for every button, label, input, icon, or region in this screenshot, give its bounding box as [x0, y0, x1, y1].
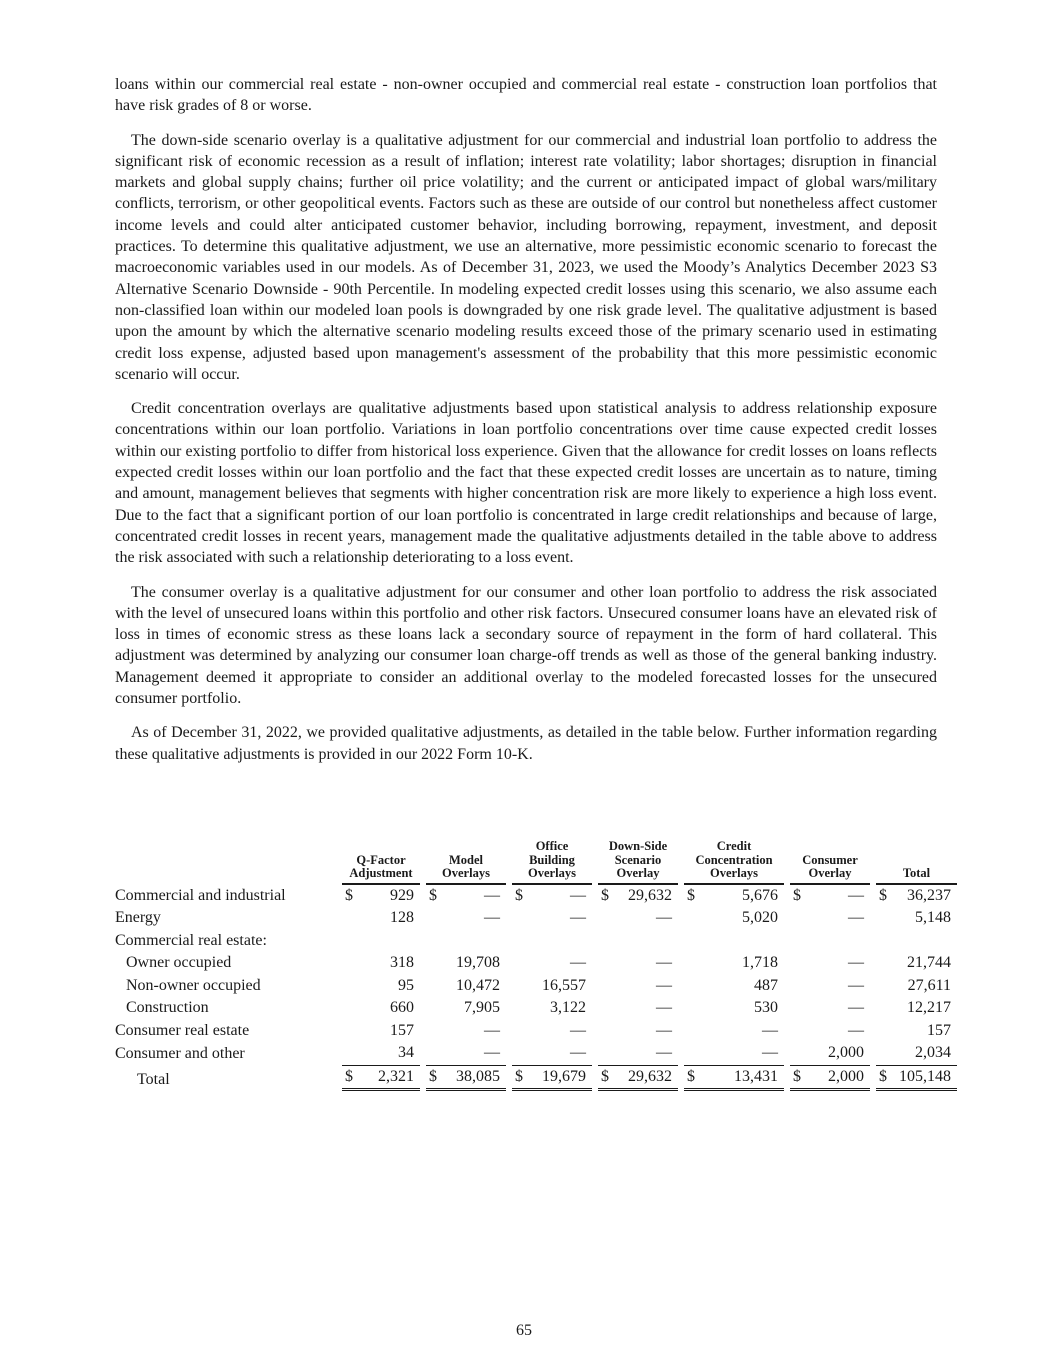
row-label: Owner occupied — [126, 954, 232, 971]
value: — — [570, 886, 586, 904]
row-label: Energy — [115, 909, 161, 926]
value: 318 — [390, 954, 414, 971]
value-cell — [512, 1042, 592, 1066]
value: 487 — [754, 976, 778, 994]
table-row — [115, 907, 957, 930]
paragraph-2022-adjustments: As of December 31, 2022, we provided qualitative adjustments, as detailed in the table below. Further information regarding these qualitative adjustments is provided in our 2022 Form 10-K. — [115, 724, 937, 763]
paragraph-credit-concentration: Credit concentration overlays are qualitative adjustments based upon statistical analysis to address relationship exposure concentrations within our loan portfolio. Variations in loan portfolio concentrations over time cause expected credit losses within our existing portfolio to differ from historical loss experience. Given that the allowance for credit losses on loans reflects expected credit losses within our loan portfolio and the fact that these expected credit losses are uncertain as to nature, timing and amount, management believes that segments with higher concentration risk are more likely to experience a high loss event. Due to the fact that a significant portion of our loan portfolio is concentrated in large credit relationships and because of large, concentrated credit losses in recent years, management made the qualitative adjustments detailed in the table above to address the risk associated with such a relationship deteriorating to a loss event. — [115, 400, 937, 567]
header-total: Total — [876, 840, 957, 885]
currency-symbol: $ — [429, 1067, 437, 1085]
value: — — [570, 909, 586, 926]
currency-symbol: $ — [879, 886, 887, 904]
value-cell — [512, 997, 592, 1020]
value: — — [656, 976, 672, 994]
value-cell — [684, 907, 784, 930]
value: — — [484, 1021, 500, 1039]
value-cell — [426, 997, 506, 1020]
value-cell — [426, 907, 506, 930]
currency-symbol: $ — [793, 1067, 801, 1085]
value-cell — [342, 907, 420, 930]
value: — — [656, 999, 672, 1016]
qualitative-adjustments-table — [115, 840, 957, 1091]
value: — — [656, 954, 672, 971]
value: 1,718 — [742, 954, 778, 971]
currency-symbol: $ — [515, 1067, 523, 1085]
value-cell — [512, 1020, 592, 1043]
value-cell — [684, 1066, 784, 1092]
currency-symbol: $ — [687, 1067, 695, 1085]
value-cell — [598, 885, 678, 908]
value: — — [848, 886, 864, 904]
value: — — [656, 909, 672, 926]
value-cell — [598, 907, 678, 930]
row-label: Commercial real estate: — [115, 931, 267, 949]
value: — — [762, 1021, 778, 1039]
currency-symbol: $ — [601, 1067, 609, 1085]
row-label: Commercial and industrial — [115, 886, 286, 904]
table-row — [115, 930, 957, 953]
value: — — [848, 976, 864, 994]
value-cell — [876, 1020, 957, 1043]
value-cell — [342, 952, 420, 975]
row-label: Consumer real estate — [115, 1021, 250, 1039]
value: 29,632 — [628, 1067, 672, 1085]
table-row — [115, 885, 957, 908]
value-cell — [790, 907, 870, 930]
value-cell — [790, 885, 870, 908]
table-body — [115, 885, 957, 1092]
value: — — [484, 886, 500, 904]
value-cell — [684, 930, 784, 953]
value: 38,085 — [456, 1067, 500, 1085]
value: 2,000 — [828, 1044, 864, 1061]
value-cell — [342, 1066, 420, 1092]
paragraph-risk-grades: loans within our commercial real estate - non-owner occupied and commercial real estate - construction loan portfolios that have risk grades of 8 or worse. — [115, 76, 937, 115]
value: 128 — [390, 909, 414, 926]
value: 530 — [754, 999, 778, 1016]
value: 95 — [398, 976, 414, 994]
value-cell — [598, 1066, 678, 1092]
header-office-building: Office Building Overlays — [512, 840, 592, 885]
value-cell — [342, 1020, 420, 1043]
header-consumer-overlay: Consumer Overlay — [790, 840, 870, 885]
row-label: Non-owner occupied — [126, 976, 261, 994]
value-cell — [684, 997, 784, 1020]
value-cell — [512, 930, 592, 953]
value: 27,611 — [907, 976, 951, 994]
value: — — [656, 1044, 672, 1061]
currency-symbol: $ — [429, 886, 437, 904]
value-cell — [876, 907, 957, 930]
value-cell — [512, 952, 592, 975]
table-row — [115, 952, 957, 975]
value-cell — [512, 907, 592, 930]
value-cell — [512, 885, 592, 908]
value-cell — [876, 1066, 957, 1092]
value-cell — [876, 885, 957, 908]
value: — — [570, 1021, 586, 1039]
currency-symbol: $ — [515, 886, 523, 904]
table-row — [115, 975, 957, 998]
value-cell — [598, 997, 678, 1020]
value-cell — [512, 1066, 592, 1092]
value-cell — [426, 1066, 506, 1092]
value-cell — [684, 952, 784, 975]
value-cell — [684, 1042, 784, 1066]
value-cell — [684, 975, 784, 998]
row-label: Construction — [126, 999, 209, 1016]
currency-symbol: $ — [601, 886, 609, 904]
value: — — [656, 1021, 672, 1039]
value-cell — [598, 1020, 678, 1043]
value-cell — [790, 930, 870, 953]
header-model-overlays: Model Overlays — [426, 840, 506, 885]
value: 157 — [927, 1021, 951, 1039]
header-down-side: Down-Side Scenario Overlay — [598, 840, 678, 885]
value-cell — [790, 975, 870, 998]
value: 16,557 — [542, 976, 586, 994]
value: — — [484, 1044, 500, 1061]
table-row — [115, 997, 957, 1020]
value-cell — [512, 975, 592, 998]
header-blank — [115, 840, 342, 885]
value-cell — [598, 930, 678, 953]
value-cell — [342, 930, 420, 953]
value: 105,148 — [899, 1067, 951, 1085]
value-cell — [426, 1020, 506, 1043]
value-cell — [342, 975, 420, 998]
value: 5,676 — [742, 886, 778, 904]
value-cell — [684, 885, 784, 908]
value: — — [848, 1021, 864, 1039]
value: 5,020 — [742, 909, 778, 926]
paragraph-consumer-overlay: The consumer overlay is a qualitative adjustment for our consumer and other loan portfolio to address the risk associated with the level of unsecured loans within this portfolio and other risk factors. Unsecured consumer loans have an elevated risk of loss in times of economic stress as these loans lack a secondary source of repayment in the form of hard collateral. This adjustment was determined by analyzing our consumer loan charge-off trends as well as those of the general banking industry. Management deemed it appropriate to consider an additional overlay to the modeled forecasted losses for the unsecured consumer portfolio. — [115, 583, 937, 708]
currency-symbol: $ — [345, 886, 353, 904]
value: — — [570, 1044, 586, 1061]
table-header-row — [115, 840, 957, 885]
value-cell — [598, 1042, 678, 1066]
value-cell — [790, 952, 870, 975]
value: 2,321 — [378, 1067, 414, 1085]
currency-symbol: $ — [345, 1067, 353, 1085]
table-row — [115, 1042, 957, 1066]
value: 2,000 — [828, 1067, 864, 1085]
currency-symbol: $ — [687, 886, 695, 904]
value: — — [762, 1044, 778, 1061]
page-number: 65 — [516, 1322, 532, 1339]
value: 157 — [390, 1021, 414, 1039]
value: 5,148 — [915, 909, 951, 926]
value-cell — [790, 997, 870, 1020]
value: 7,905 — [464, 999, 500, 1016]
value: 19,679 — [542, 1067, 586, 1085]
value: 13,431 — [734, 1067, 778, 1085]
value: 660 — [390, 999, 414, 1016]
row-label: Total — [137, 1070, 170, 1088]
currency-symbol: $ — [793, 886, 801, 904]
value-cell — [598, 975, 678, 998]
value-cell — [426, 930, 506, 953]
value-cell — [790, 1020, 870, 1043]
value-cell — [876, 1042, 957, 1066]
value: 12,217 — [907, 999, 951, 1016]
value-cell — [790, 1066, 870, 1092]
paragraph-down-side-scenario: The down-side scenario overlay is a qualitative adjustment for our commercial and industrial loan portfolio to address the significant risk of economic recession as a result of inflation; interest rate volatility; labor shortages; disruption in financial markets and global supply chains; further oil price volatility; and the current or anticipated impact of global wars/military conflicts, terrorism, or other geopolitical events. Factors such as these are outside of our control but nonetheless affect customer income levels and could alter anticipated customer behavior, including borrowing, repayment, investment, and deposit practices. To determine this qualitative adjustment, we use an alternative, more pessimistic economic scenario to forecast the macroeconomic variables used in our models. As of December 31, 2023, we used the Moody’s Analytics December 2023 S3 Alternative Scenario Downside - 90th Percentile. In modeling expected credit losses using this scenario, we also assume each non-classified loan within our modeled loan pools is downgraded by one risk grade level. The qualitative adjustment is based upon the amount by which the alternative scenario modeling results exceed those of the primary scenario used in estimating credit loss expense, adjusted based upon management's assessment of the probability that this more pessimistic economic scenario will occur. — [115, 131, 937, 383]
value-cell — [876, 975, 957, 998]
row-label: Consumer and other — [115, 1045, 245, 1062]
value: 3,122 — [550, 999, 586, 1016]
value-cell — [876, 930, 957, 953]
value: — — [848, 999, 864, 1016]
value-cell — [426, 885, 506, 908]
table-row — [115, 1020, 957, 1043]
value: 29,632 — [628, 886, 672, 904]
value-cell — [342, 1042, 420, 1066]
value: 2,034 — [915, 1044, 951, 1061]
value: 36,237 — [907, 886, 951, 904]
value-cell — [426, 1042, 506, 1066]
value: — — [848, 909, 864, 926]
value-cell — [426, 952, 506, 975]
currency-symbol: $ — [879, 1067, 887, 1085]
header-q-factor: Q-Factor Adjustment — [342, 840, 420, 885]
value-cell — [342, 997, 420, 1020]
value-cell — [426, 975, 506, 998]
value: — — [484, 909, 500, 926]
value: 19,708 — [456, 954, 500, 971]
value: — — [570, 954, 586, 971]
value-cell — [876, 997, 957, 1020]
value-cell — [598, 952, 678, 975]
value-cell — [876, 952, 957, 975]
value: 10,472 — [456, 976, 500, 994]
table-row — [115, 1066, 957, 1092]
value: 21,744 — [907, 954, 951, 971]
value: 34 — [398, 1044, 414, 1061]
value-cell — [684, 1020, 784, 1043]
value: 929 — [390, 886, 414, 904]
value: — — [848, 954, 864, 971]
header-credit-concentration: Credit Concentration Overlays — [684, 840, 784, 885]
document-body — [115, 74, 937, 778]
value-cell — [342, 885, 420, 908]
value-cell — [790, 1042, 870, 1066]
